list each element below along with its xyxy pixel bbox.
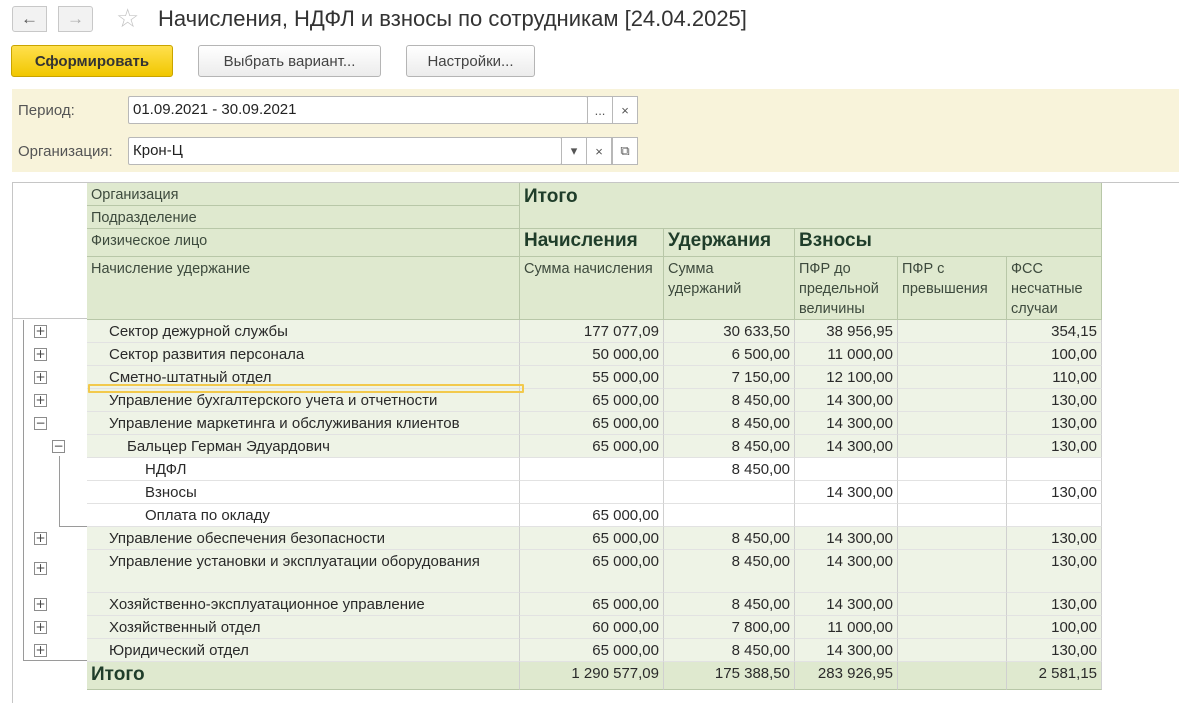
- back-button[interactable]: [12, 6, 47, 32]
- period-label: Период:: [18, 102, 75, 119]
- cell-c2: 6 500,00: [664, 343, 795, 366]
- cell-c4: [898, 435, 1007, 458]
- cell-c1: 65 000,00: [520, 550, 664, 593]
- header-group-contributions: Взносы: [795, 229, 1102, 257]
- expand-icon[interactable]: +: [35, 370, 46, 384]
- cell-c3: 14 300,00: [795, 550, 898, 593]
- cell-c5: 130,00: [1007, 412, 1102, 435]
- report-table: [12, 182, 1179, 704]
- header-grouping-department: Подразделение: [87, 206, 520, 229]
- cell-c1: 50 000,00: [520, 343, 664, 366]
- cell-c2: [664, 504, 795, 527]
- table-row[interactable]: [87, 481, 1102, 504]
- total-c3: 283 926,95: [795, 662, 898, 690]
- row-name: Бальцер Герман Эдуардович: [87, 435, 520, 458]
- cell-c5: 130,00: [1007, 527, 1102, 550]
- table-row[interactable]: [87, 639, 1102, 662]
- table-row[interactable]: [87, 593, 1102, 616]
- total-c2: 175 388,50: [664, 662, 795, 690]
- table-row[interactable]: [87, 504, 1102, 527]
- period-clear-button[interactable]: [612, 96, 638, 124]
- collapse-icon[interactable]: −: [35, 416, 46, 430]
- cell-c4: [898, 504, 1007, 527]
- cell-c2: 8 450,00: [664, 593, 795, 616]
- generate-button[interactable]: Сформировать: [11, 45, 173, 77]
- collapse-icon[interactable]: −: [53, 439, 64, 453]
- row-name: Управление бухгалтерского учета и отчетности: [87, 389, 520, 412]
- cell-c5: 130,00: [1007, 481, 1102, 504]
- header-grouping-person: Физическое лицо: [87, 229, 520, 257]
- choose-variant-button[interactable]: Выбрать вариант...: [198, 45, 381, 77]
- cell-c5: 110,00: [1007, 366, 1102, 389]
- row-name: Оплата по окладу: [87, 504, 520, 527]
- cell-c5: 130,00: [1007, 639, 1102, 662]
- organization-input[interactable]: Крон-Ц: [128, 137, 562, 165]
- row-name: Сектор развития персонала: [87, 343, 520, 366]
- header-col-accrual-sum: Сумма начисления: [520, 257, 664, 320]
- cell-c1: [520, 458, 664, 481]
- cell-c2: 8 450,00: [664, 435, 795, 458]
- row-name: Юридический отдел: [87, 639, 520, 662]
- settings-button[interactable]: Настройки...: [406, 45, 535, 77]
- cell-c2: 8 450,00: [664, 412, 795, 435]
- organization-clear-button[interactable]: [586, 137, 612, 165]
- row-name: Сектор дежурной службы: [87, 320, 520, 343]
- row-name: Взносы: [87, 481, 520, 504]
- expand-icon[interactable]: +: [35, 324, 46, 338]
- cell-c2: 7 150,00: [664, 366, 795, 389]
- table-row[interactable]: [87, 320, 1102, 343]
- expand-icon[interactable]: +: [35, 347, 46, 361]
- header-group-deductions: Удержания: [664, 229, 795, 257]
- row-name: Сметно-штатный отдел: [87, 366, 520, 389]
- table-row[interactable]: [87, 412, 1102, 435]
- organization-dropdown-button[interactable]: [561, 137, 587, 165]
- cell-c1: 65 000,00: [520, 412, 664, 435]
- header-total-title: Итого: [520, 183, 1102, 229]
- cell-c5: 100,00: [1007, 616, 1102, 639]
- cell-c3: [795, 458, 898, 481]
- tree-gutter: [12, 183, 87, 703]
- total-c1: 1 290 577,09: [520, 662, 664, 690]
- cell-c4: [898, 389, 1007, 412]
- cell-c1: 65 000,00: [520, 639, 664, 662]
- cell-c4: [898, 458, 1007, 481]
- cell-c4: [898, 527, 1007, 550]
- cell-c4: [898, 639, 1007, 662]
- cell-c4: [898, 366, 1007, 389]
- cell-c2: 7 800,00: [664, 616, 795, 639]
- row-name: Управление установки и эксплуатации оборудования: [87, 550, 520, 593]
- cell-c2: 8 450,00: [664, 389, 795, 412]
- total-label: Итого: [87, 662, 520, 690]
- cell-c3: 11 000,00: [795, 616, 898, 639]
- cell-c3: 14 300,00: [795, 412, 898, 435]
- cell-c3: 14 300,00: [795, 593, 898, 616]
- header-grouping-organization: Организация: [87, 183, 520, 206]
- cell-c5: 130,00: [1007, 593, 1102, 616]
- cell-c4: [898, 616, 1007, 639]
- cell-c4: [898, 412, 1007, 435]
- cell-c3: [795, 504, 898, 527]
- row-name: НДФЛ: [87, 458, 520, 481]
- header-col-pfr-limit: ПФР до предельной величины: [795, 257, 898, 320]
- table-row[interactable]: [87, 458, 1102, 481]
- cell-c1: [520, 481, 664, 504]
- table-row[interactable]: [87, 616, 1102, 639]
- header-col-deduction-sum: Сумма удержаний: [664, 257, 795, 320]
- cell-c3: 11 000,00: [795, 343, 898, 366]
- cell-c1: 65 000,00: [520, 389, 664, 412]
- cell-c3: 14 300,00: [795, 435, 898, 458]
- table-row[interactable]: [87, 435, 1102, 458]
- cell-c5: [1007, 504, 1102, 527]
- cell-c3: 14 300,00: [795, 389, 898, 412]
- cell-c5: [1007, 458, 1102, 481]
- cell-c1: 55 000,00: [520, 366, 664, 389]
- filter-panel: [12, 89, 1179, 172]
- clear-icon: ×: [595, 143, 603, 159]
- cell-c4: [898, 343, 1007, 366]
- expand-icon[interactable]: +: [35, 643, 46, 657]
- expand-icon[interactable]: +: [35, 597, 46, 611]
- cell-c1: 65 000,00: [520, 527, 664, 550]
- cell-c2: 8 450,00: [664, 550, 795, 593]
- open-form-icon: ⧉: [620, 143, 630, 158]
- cell-c4: [898, 481, 1007, 504]
- cell-c1: 60 000,00: [520, 616, 664, 639]
- header-grouping-accrual-item: Начисление удержание: [87, 257, 520, 320]
- row-name: Управление обеспечения безопасности: [87, 527, 520, 550]
- cell-c5: 100,00: [1007, 343, 1102, 366]
- row-name: Хозяйственно-эксплуатационное управление: [87, 593, 520, 616]
- focus-highlight: [88, 384, 524, 393]
- cell-c4: [898, 593, 1007, 616]
- page-title: Начисления, НДФЛ и взносы по сотрудникам [24.04.2025]: [158, 6, 747, 31]
- cell-c5: 130,00: [1007, 550, 1102, 593]
- cell-c4: [898, 550, 1007, 593]
- cell-c5: 354,15: [1007, 320, 1102, 343]
- total-row: [87, 662, 1102, 690]
- header-col-fss-accidents: ФСС несчатные случаи: [1007, 257, 1102, 320]
- expand-icon[interactable]: +: [35, 531, 46, 545]
- cell-c1: 65 000,00: [520, 504, 664, 527]
- cell-c1: 65 000,00: [520, 435, 664, 458]
- title-bar: [0, 0, 1179, 40]
- header-col-pfr-excess: ПФР с превышения: [898, 257, 1007, 320]
- total-c4: [898, 662, 1007, 690]
- expand-icon[interactable]: +: [35, 393, 46, 407]
- cell-c3: 12 100,00: [795, 366, 898, 389]
- cell-c2: 8 450,00: [664, 639, 795, 662]
- forward-button[interactable]: [58, 6, 93, 32]
- organization-label: Организация:: [18, 143, 113, 160]
- row-name: Хозяйственный отдел: [87, 616, 520, 639]
- arrow-right-icon: →: [67, 9, 84, 28]
- cell-c2: 8 450,00: [664, 527, 795, 550]
- cell-c2: 8 450,00: [664, 458, 795, 481]
- table-row[interactable]: [87, 343, 1102, 366]
- organization-open-button[interactable]: [612, 137, 638, 165]
- table-row[interactable]: [87, 550, 1102, 593]
- chevron-down-icon: ▾: [570, 143, 578, 158]
- period-input[interactable]: 01.09.2021 - 30.09.2021: [128, 96, 588, 124]
- total-c5: 2 581,15: [1007, 662, 1102, 690]
- cell-c3: 14 300,00: [795, 639, 898, 662]
- period-select-button[interactable]: [587, 96, 613, 124]
- cell-c5: 130,00: [1007, 435, 1102, 458]
- header-group-accruals: Начисления: [520, 229, 664, 257]
- expand-icon[interactable]: +: [35, 561, 46, 575]
- cell-c1: 177 077,09: [520, 320, 664, 343]
- favorite-star-icon[interactable]: ☆: [116, 3, 140, 33]
- cell-c2: [664, 481, 795, 504]
- cell-c3: 38 956,95: [795, 320, 898, 343]
- clear-icon: ×: [621, 102, 629, 118]
- cell-c2: 30 633,50: [664, 320, 795, 343]
- table-row[interactable]: [87, 527, 1102, 550]
- ellipsis-icon: ...: [594, 102, 606, 118]
- row-name: Управление маркетинга и обслуживания клиентов: [87, 412, 520, 435]
- cell-c3: 14 300,00: [795, 527, 898, 550]
- cell-c3: 14 300,00: [795, 481, 898, 504]
- expand-icon[interactable]: +: [35, 620, 46, 634]
- arrow-left-icon: ←: [21, 9, 38, 28]
- cell-c1: 65 000,00: [520, 593, 664, 616]
- cell-c5: 130,00: [1007, 389, 1102, 412]
- cell-c4: [898, 320, 1007, 343]
